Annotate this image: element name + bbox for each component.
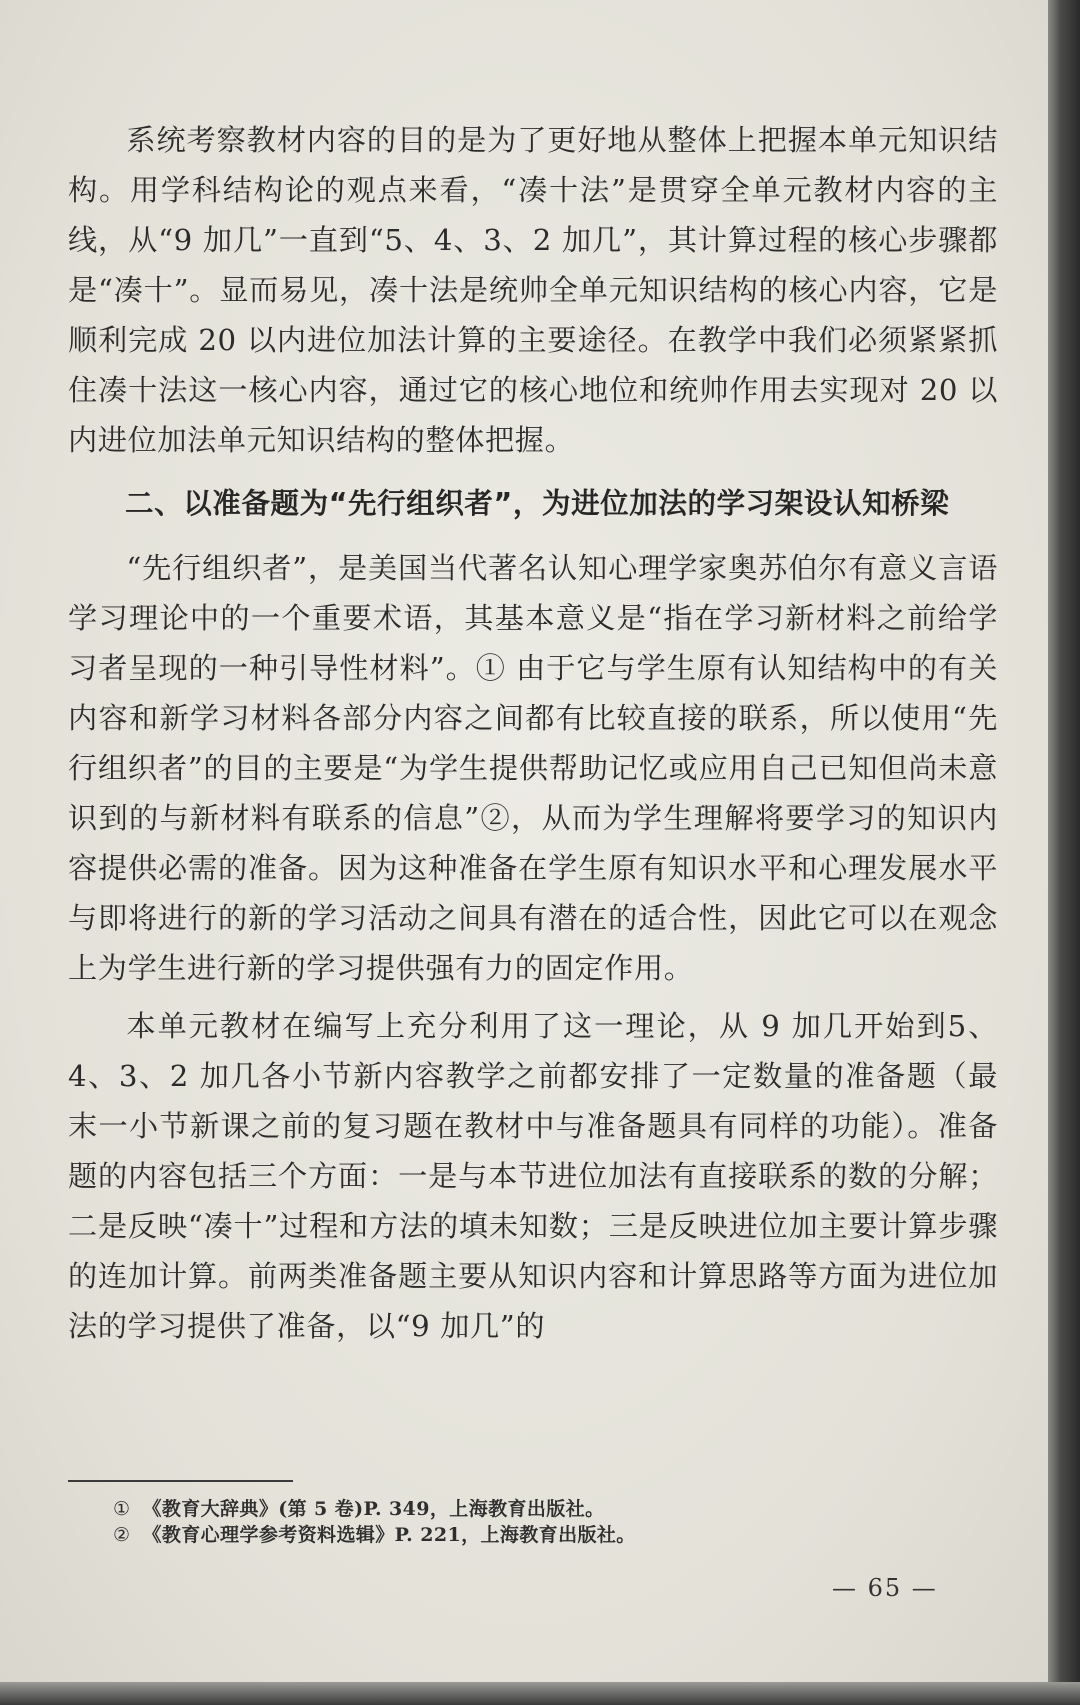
footnote-1 [113, 1496, 636, 1522]
body-text [68, 115, 998, 1351]
footnote-divider [68, 1480, 293, 1482]
footnote-1-text: 《教育大辞典》(第 5 卷)P. 349，上海教育出版社。 [142, 1498, 605, 1520]
page-number: — 65 — [832, 1574, 938, 1602]
footnote-2-mark: ② [113, 1524, 131, 1546]
page-shadow-bottom [0, 1682, 1080, 1705]
footnote-2 [113, 1522, 636, 1548]
paragraph-2: “先行组织者”，是美国当代著名认知心理学家奥苏伯尔有意义言语学习理论中的一个重要术语，其基本意义是“指在学习新材料之前给学习者呈现的一种引导性材料”。① 由于它与学生原有认知结构中的有关内容和新学习材料各部分内容之间都有比较直接的联系，所以使用“先行组织者”的目的主要是“为学生提供帮助记忆或应用自己已知但尚未意识到的与新材料有联系的信息”②，从而为学生理解将要学习的知识内容提供必需的准备。因为这种准备在学生原有知识水平和心理发展水平与即将进行的新的学习活动之间具有潜在的适合性，因此它可以在观念上为学生进行新的学习提供强有力的固定作用。 [68, 551, 998, 985]
footnote-1-mark: ① [113, 1498, 131, 1520]
page-shadow-right [1048, 0, 1080, 1705]
paragraph-1: 系统考察教材内容的目的是为了更好地从整体上把握本单元知识结构。用学科结构论的观点来看，“凑十法”是贯穿全单元教材内容的主线，从“9 加几”一直到“5、4、3、2 加几”，其计算过程的核心步骤都是“凑十”。显而易见，凑十法是统帅全单元知识结构的核心内容，它是顺利完成 20 以内进位加法计算的主要途径。在教学中我们必须紧紧抓住凑十法这一核心内容，通过它的核心地位和统帅作用去实现对 20 以内进位加法单元知识结构的整体把握。 [68, 123, 998, 457]
footnotes [113, 1496, 636, 1548]
paragraph-3: 本单元教材在编写上充分利用了这一理论，从 9 加几开始到5、4、3、2 加几各小节新内容教学之前都安排了一定数量的准备题（最末一小节新课之前的复习题在教材中与准备题具有同样的功能）。准备题的内容包括三个方面：一是与本节进位加法有直接联系的数的分解；二是反映“凑十”过程和方法的填未知数；三是反映进位加主要计算步骤的连加计算。前两类准备题主要从知识内容和计算思路等方面为进位加法的学习提供了准备，以“9 加几”的 [68, 1009, 998, 1343]
footnote-2-text: 《教育心理学参考资料选辑》P. 221，上海教育出版社。 [142, 1524, 636, 1546]
section-heading: 二、以准备题为“先行组织者”，为进位加法的学习架设认知桥梁 [125, 487, 950, 520]
